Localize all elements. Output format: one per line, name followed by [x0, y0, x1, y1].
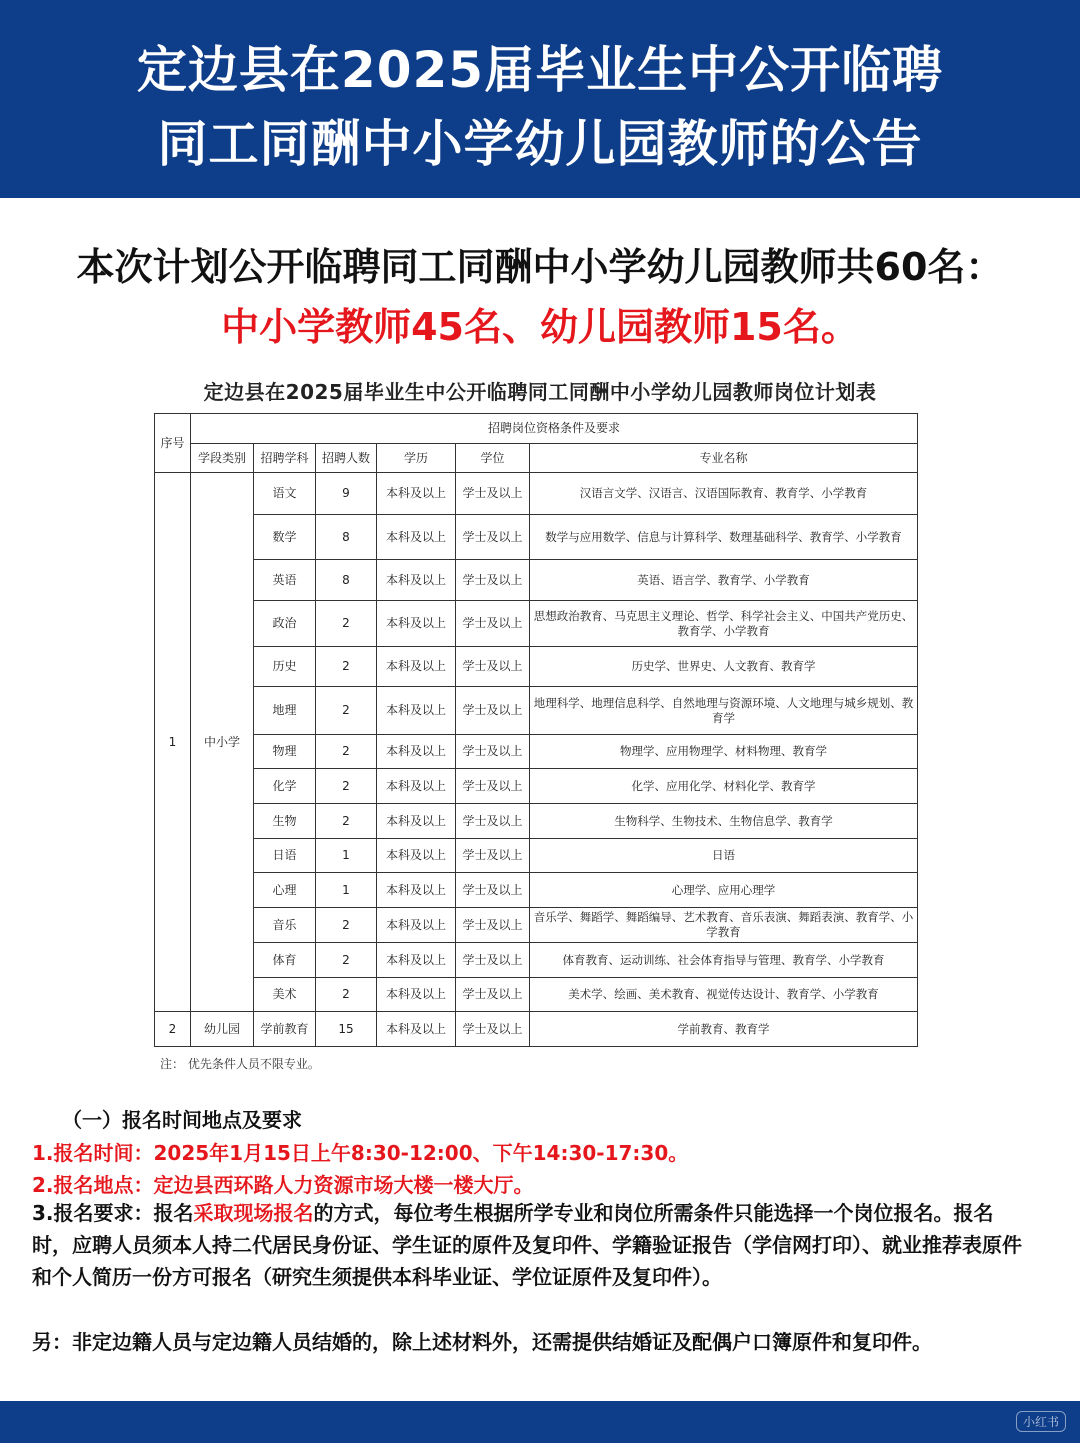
header-seq: 序号	[155, 414, 191, 473]
requirements-body: 的方式，每位考生根据所学专业和岗位所需条件只能选择一个岗位报名。报名时，应聘人员须本人持二代居民身份证、学生证的原件及复印件、学籍验证报告（学信网打印）、就业推荐表原件和个人简历一份方可报名（研究生须提供本科毕业证、学位证原件及复印件）。	[32, 1201, 1022, 1289]
group-seq: 2	[155, 1012, 191, 1047]
cell-edu: 本科及以上	[377, 978, 456, 1012]
table-row	[155, 560, 918, 601]
cell-edu: 本科及以上	[377, 1012, 456, 1047]
cell-degree: 学士及以上	[456, 1012, 530, 1047]
cell-edu: 本科及以上	[377, 735, 456, 769]
cell-degree: 学士及以上	[456, 601, 530, 647]
table-row	[155, 601, 918, 647]
cell-major: 学前教育、教育学	[530, 1012, 918, 1047]
cell-major: 心理学、应用心理学	[530, 873, 918, 908]
footer-bar	[0, 1401, 1080, 1443]
cell-subject: 生物	[254, 804, 316, 839]
cell-degree: 学士及以上	[456, 978, 530, 1012]
header-count: 招聘人数	[316, 444, 377, 473]
cell-subject: 体育	[254, 943, 316, 978]
summary-total: 本次计划公开临聘同工同酬中小学幼儿园教师共60名：	[76, 245, 1004, 289]
table-row	[155, 1012, 918, 1047]
title-banner	[0, 0, 1080, 198]
position-plan-table	[154, 413, 918, 1047]
cell-count: 8	[316, 560, 377, 601]
cell-edu: 本科及以上	[377, 943, 456, 978]
cell-major: 体育教育、运动训练、社会体育指导与管理、教育学、小学教育	[530, 943, 918, 978]
cell-degree: 学士及以上	[456, 908, 530, 943]
cell-major: 英语、语言学、教育学、小学教育	[530, 560, 918, 601]
cell-edu: 本科及以上	[377, 804, 456, 839]
cell-degree: 学士及以上	[456, 515, 530, 560]
group-stage: 幼儿园	[191, 1012, 254, 1047]
cell-subject: 音乐	[254, 908, 316, 943]
cell-subject: 英语	[254, 560, 316, 601]
cell-major: 生物科学、生物技术、生物信息学、教育学	[530, 804, 918, 839]
cell-major: 历史学、世界史、人文教育、教育学	[530, 647, 918, 687]
table-row	[155, 978, 918, 1012]
cell-count: 1	[316, 839, 377, 873]
cell-degree: 学士及以上	[456, 839, 530, 873]
cell-count: 2	[316, 804, 377, 839]
cell-major: 地理科学、地理信息科学、自然地理与资源环境、人文地理与城乡规划、教育学	[530, 687, 918, 735]
table-row	[155, 735, 918, 769]
table-row	[155, 769, 918, 804]
cell-count: 1	[316, 873, 377, 908]
requirements-lead: 3.报名要求：报名	[32, 1201, 194, 1225]
cell-major: 日语	[530, 839, 918, 873]
cell-major: 物理学、应用物理学、材料物理、教育学	[530, 735, 918, 769]
cell-count: 2	[316, 943, 377, 978]
table-note: 注： 优先条件人员不限专业。	[160, 1057, 320, 1071]
cell-subject: 美术	[254, 978, 316, 1012]
cell-edu: 本科及以上	[377, 839, 456, 873]
cell-edu: 本科及以上	[377, 873, 456, 908]
cell-degree: 学士及以上	[456, 769, 530, 804]
header-subject: 招聘学科	[254, 444, 316, 473]
cell-major: 汉语言文学、汉语言、汉语国际教育、教育学、小学教育	[530, 473, 918, 515]
group-seq: 1	[155, 473, 191, 1012]
table-row	[155, 515, 918, 560]
cell-subject: 语文	[254, 473, 316, 515]
header-degree: 学位	[456, 444, 530, 473]
group-stage: 中小学	[191, 473, 254, 1012]
table-row	[155, 647, 918, 687]
cell-degree: 学士及以上	[456, 560, 530, 601]
cell-count: 2	[316, 769, 377, 804]
banner-title-line-1: 定边县在2025届毕业生中公开临聘	[136, 41, 944, 99]
cell-major: 化学、应用化学、材料化学、教育学	[530, 769, 918, 804]
cell-subject: 学前教育	[254, 1012, 316, 1047]
cell-degree: 学士及以上	[456, 943, 530, 978]
cell-subject: 心理	[254, 873, 316, 908]
cell-major: 思想政治教育、马克思主义理论、哲学、科学社会主义、中国共产党历史、教育学、小学教育	[530, 601, 918, 647]
cell-count: 2	[316, 908, 377, 943]
cell-edu: 本科及以上	[377, 687, 456, 735]
registration-requirements	[32, 1197, 1032, 1293]
cell-subject: 政治	[254, 601, 316, 647]
cell-subject: 日语	[254, 839, 316, 873]
cell-count: 8	[316, 515, 377, 560]
requirements-highlight: 采取现场报名	[193, 1201, 314, 1225]
cell-subject: 化学	[254, 769, 316, 804]
table-row	[155, 873, 918, 908]
cell-count: 2	[316, 735, 377, 769]
table-row	[155, 473, 918, 515]
cell-edu: 本科及以上	[377, 473, 456, 515]
header-major: 专业名称	[530, 444, 918, 473]
section-heading: （一）报名时间地点及要求	[62, 1108, 302, 1132]
registration-location: 2.报名地点：定边县西环路人力资源市场大楼一楼大厅。	[32, 1173, 534, 1197]
cell-major: 音乐学、舞蹈学、舞蹈编导、艺术教育、音乐表演、舞蹈表演、教育学、小学教育	[530, 908, 918, 943]
cell-degree: 学士及以上	[456, 647, 530, 687]
cell-count: 2	[316, 601, 377, 647]
table-title: 定边县在2025届毕业生中公开临聘同工同酬中小学幼儿园教师岗位计划表	[203, 380, 877, 404]
cell-degree: 学士及以上	[456, 735, 530, 769]
cell-edu: 本科及以上	[377, 908, 456, 943]
table-row	[155, 687, 918, 735]
cell-degree: 学士及以上	[456, 873, 530, 908]
cell-subject: 物理	[254, 735, 316, 769]
cell-edu: 本科及以上	[377, 515, 456, 560]
cell-count: 2	[316, 687, 377, 735]
table-row	[155, 804, 918, 839]
cell-edu: 本科及以上	[377, 647, 456, 687]
cell-edu: 本科及以上	[377, 601, 456, 647]
cell-major: 美术学、绘画、美术教育、视觉传达设计、教育学、小学教育	[530, 978, 918, 1012]
cell-count: 2	[316, 647, 377, 687]
registration-time: 1.报名时间：2025年1月15日上午8:30-12:00、下午14:30-17:30。	[32, 1141, 689, 1165]
header-edu: 学历	[377, 444, 456, 473]
cell-subject: 地理	[254, 687, 316, 735]
cell-count: 15	[316, 1012, 377, 1047]
cell-edu: 本科及以上	[377, 769, 456, 804]
table-row	[155, 908, 918, 943]
header-stage: 学段类别	[191, 444, 254, 473]
watermark-logo: 小红书	[1016, 1411, 1066, 1432]
table-row	[155, 943, 918, 978]
banner-title-line-2: 同工同酬中小学幼儿园教师的公告	[157, 115, 923, 173]
cell-degree: 学士及以上	[456, 804, 530, 839]
cell-count: 9	[316, 473, 377, 515]
cell-degree: 学士及以上	[456, 473, 530, 515]
cell-edu: 本科及以上	[377, 560, 456, 601]
cell-subject: 数学	[254, 515, 316, 560]
summary-breakdown: 中小学教师45名、幼儿园教师15名。	[221, 305, 859, 349]
cell-major: 数学与应用数学、信息与计算科学、数理基础科学、教育学、小学教育	[530, 515, 918, 560]
additional-requirements: 另：非定边籍人员与定边籍人员结婚的，除上述材料外，还需提供结婚证及配偶户口簿原件和复印件。	[32, 1330, 932, 1354]
cell-count: 2	[316, 978, 377, 1012]
cell-subject: 历史	[254, 647, 316, 687]
table-row	[155, 839, 918, 873]
cell-degree: 学士及以上	[456, 687, 530, 735]
header-group: 招聘岗位资格条件及要求	[191, 414, 918, 444]
